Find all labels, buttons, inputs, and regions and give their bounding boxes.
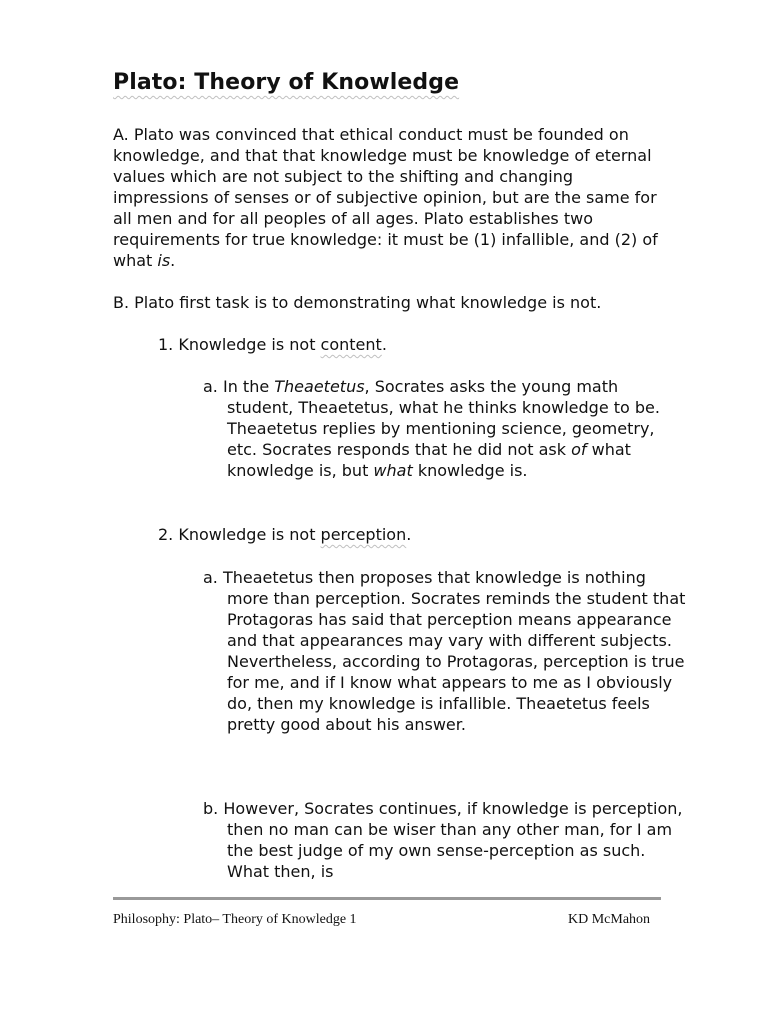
- item-1a-italic-1: Theaetetus: [274, 377, 365, 396]
- section-a-end: .: [170, 251, 176, 270]
- item-2-suffix: .: [406, 525, 412, 544]
- page-title: Plato: Theory of Knowledge: [113, 70, 460, 95]
- section-a-emphasis: is: [157, 251, 171, 270]
- item-1a-part-4: knowledge is.: [412, 461, 528, 480]
- item-1-suffix: .: [381, 335, 387, 354]
- item-2b-paragraph: b. However, Socrates continues, if knowledge is perception, then no man can be wiser than any other man, for I am the best judge of my own sense-perception as such. What then, is: [203, 799, 683, 881]
- item-1-heading: [158, 334, 387, 355]
- item-1-prefix: 1. Knowledge is not: [158, 335, 321, 354]
- section-a-text: A. Plato was convinced that ethical conduct must be founded on knowledge, and that that knowledge must be knowledge of eternal values which are not subject to the shifting and changing impressions of senses or of subjective opinion, but are the same for all men and for all peoples of all ages. Plato establishes two requirements for true knowledge: it must be (1) infallible, and (2) of what: [113, 125, 658, 270]
- section-b-heading: B. Plato first task is to demonstrating what knowledge is not.: [113, 293, 602, 312]
- item-2a-paragraph: a. Theaetetus then proposes that knowledge is nothing more than perception. Socrates reminds the student that Protagoras has said that perception means appearance and that appearances may vary with different subjects. Nevertheless, according to Protagoras, perception is true for me, and if I know what appears to me as I obviously do, then my knowledge is infallible. Theaetetus feels pretty good about his answer.: [203, 568, 686, 734]
- item-1-keyword: content: [320, 335, 382, 354]
- footer-title: Philosophy: Plato– Theory of Knowledge 1: [113, 912, 357, 927]
- footer-divider: [113, 897, 661, 900]
- item-1a-part-1: a. In the: [203, 377, 275, 396]
- item-1a-italic-2: of: [571, 440, 587, 459]
- item-2-keyword: perception: [320, 525, 407, 544]
- section-a-paragraph: [113, 124, 673, 271]
- item-2-prefix: 2. Knowledge is not: [158, 525, 321, 544]
- item-1a-italic-3: what: [373, 461, 413, 480]
- item-2-heading: [158, 524, 411, 545]
- item-1a-part-3: what knowledge is, but: [227, 440, 631, 480]
- item-1a-part-2: , Socrates asks the young math student, Theaetetus, what he thinks knowledge to be. Theaetetus replies by mentioning science, geometry, etc. Socrates responds that he did not ask: [227, 377, 660, 459]
- footer-author: KD McMahon: [568, 912, 651, 927]
- item-1a-paragraph: [203, 376, 687, 481]
